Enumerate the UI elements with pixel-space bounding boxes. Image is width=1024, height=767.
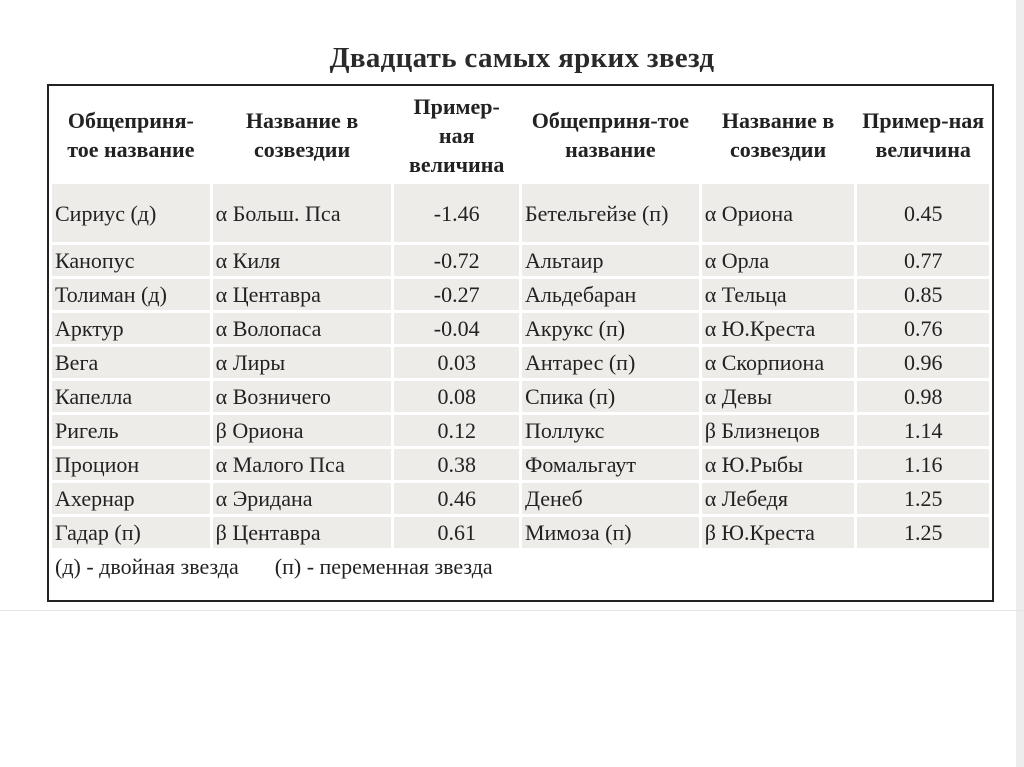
star-magnitude: 0.38: [394, 449, 519, 480]
legend-double-star: (д) - двойная звезда: [55, 554, 239, 579]
table-row: [52, 313, 989, 344]
header-common-name-right: Общеприня-тое название: [522, 89, 699, 181]
table-row: [52, 184, 989, 242]
star-constellation: α Ориона: [702, 184, 855, 242]
stars-table-frame: [47, 84, 994, 602]
star-name: Альтаир: [522, 245, 699, 276]
table-row: [52, 449, 989, 480]
star-constellation: α Больш. Пса: [213, 184, 392, 242]
star-magnitude: 0.45: [857, 184, 989, 242]
star-magnitude: 0.98: [857, 381, 989, 412]
star-name: Спика (п): [522, 381, 699, 412]
star-name: Вега: [52, 347, 210, 378]
star-constellation: α Скорпиона: [702, 347, 855, 378]
star-constellation: α Лиры: [213, 347, 392, 378]
star-constellation: α Орла: [702, 245, 855, 276]
star-name: Толиман (д): [52, 279, 210, 310]
star-magnitude: 1.25: [857, 483, 989, 514]
star-constellation: β Ю.Креста: [702, 517, 855, 548]
table-row: [52, 279, 989, 310]
star-name: Процион: [52, 449, 210, 480]
star-name: Антарес (п): [522, 347, 699, 378]
star-constellation: α Киля: [213, 245, 392, 276]
star-magnitude: 0.61: [394, 517, 519, 548]
table-row: [52, 245, 989, 276]
star-constellation: α Тельца: [702, 279, 855, 310]
header-common-name: Общеприня-тое название: [52, 89, 210, 181]
star-name: Арктур: [52, 313, 210, 344]
star-constellation: α Ю.Рыбы: [702, 449, 855, 480]
star-magnitude: 0.85: [857, 279, 989, 310]
star-constellation: α Эридана: [213, 483, 392, 514]
star-name: Фомальгаут: [522, 449, 699, 480]
star-magnitude: -0.04: [394, 313, 519, 344]
star-name: Ахернар: [52, 483, 210, 514]
star-name: Канопус: [52, 245, 210, 276]
header-constellation: Название в созвездии: [213, 89, 392, 181]
legend-variable-star: (п) - переменная звезда: [274, 554, 493, 579]
table-row: [52, 483, 989, 514]
star-magnitude: 0.08: [394, 381, 519, 412]
star-constellation: α Волопаса: [213, 313, 392, 344]
legend-row: [52, 551, 989, 582]
star-magnitude: 1.14: [857, 415, 989, 446]
star-name: Альдебаран: [522, 279, 699, 310]
star-magnitude: -1.46: [394, 184, 519, 242]
star-name: Акрукс (п): [522, 313, 699, 344]
star-magnitude: 0.77: [857, 245, 989, 276]
star-name: Денеб: [522, 483, 699, 514]
table-legend: [52, 551, 989, 582]
star-magnitude: 0.76: [857, 313, 989, 344]
slide-divider: [0, 610, 1024, 611]
star-magnitude: 1.16: [857, 449, 989, 480]
star-constellation: α Девы: [702, 381, 855, 412]
brightest-stars-table: [49, 86, 992, 585]
table-header-row: [52, 89, 989, 181]
star-name: Мимоза (п): [522, 517, 699, 548]
slide-edge: [1016, 0, 1024, 767]
table-row: [52, 381, 989, 412]
page-title: Двадцать самых ярких звезд: [329, 42, 715, 74]
star-magnitude: 0.12: [394, 415, 519, 446]
star-magnitude: 0.96: [857, 347, 989, 378]
star-name: Ригель: [52, 415, 210, 446]
star-magnitude: 0.03: [394, 347, 519, 378]
star-constellation: α Возничего: [213, 381, 392, 412]
table-row: [52, 415, 989, 446]
star-constellation: α Центавра: [213, 279, 392, 310]
table-row: [52, 347, 989, 378]
header-constellation-right: Название в созвездии: [702, 89, 855, 181]
star-constellation: α Лебедя: [702, 483, 855, 514]
table-row: [52, 517, 989, 548]
header-magnitude-right: Пример-ная величина: [857, 89, 989, 181]
star-name: Бетельгейзе (п): [522, 184, 699, 242]
star-constellation: α Малого Пса: [213, 449, 392, 480]
star-magnitude: -0.27: [394, 279, 519, 310]
star-constellation: α Ю.Креста: [702, 313, 855, 344]
star-name: Гадар (п): [52, 517, 210, 548]
star-constellation: β Центавра: [213, 517, 392, 548]
star-name: Поллукс: [522, 415, 699, 446]
star-magnitude: 1.25: [857, 517, 989, 548]
star-constellation: β Близнецов: [702, 415, 855, 446]
header-magnitude: Пример-ная величина: [394, 89, 519, 181]
star-constellation: β Ориона: [213, 415, 392, 446]
star-magnitude: 0.46: [394, 483, 519, 514]
star-name: Капелла: [52, 381, 210, 412]
star-name: Сириус (д): [52, 184, 210, 242]
star-magnitude: -0.72: [394, 245, 519, 276]
